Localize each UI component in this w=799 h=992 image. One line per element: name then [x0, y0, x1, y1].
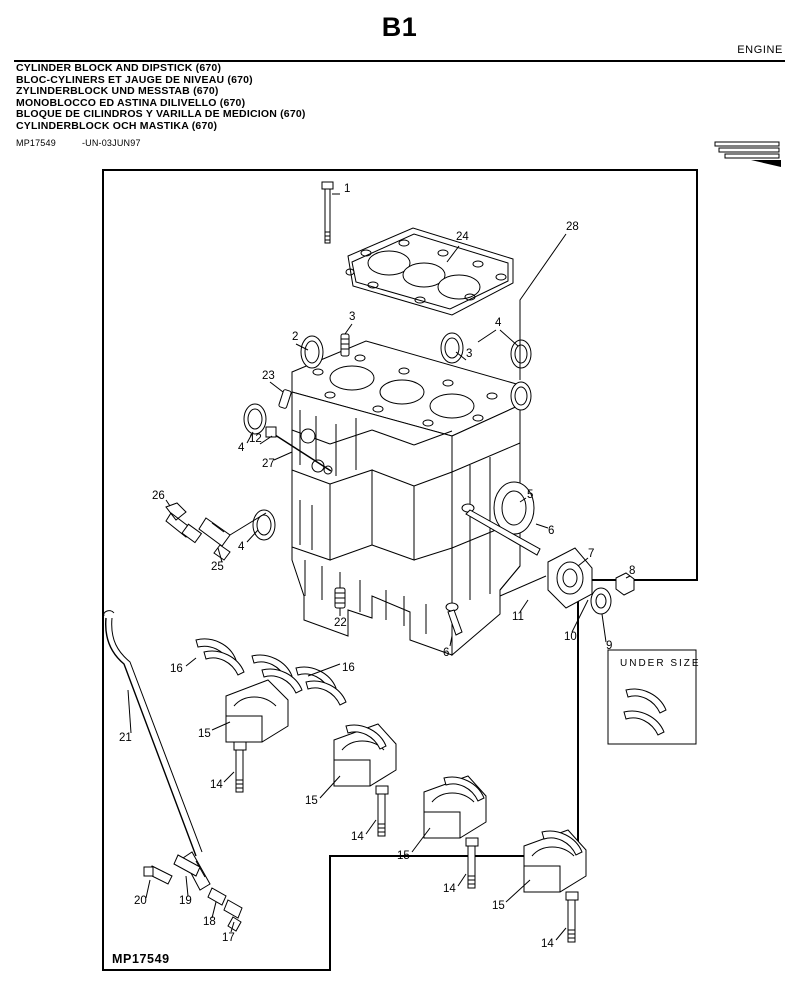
part-code-date: -UN-03JUN97: [81, 138, 141, 148]
callout-2: 2: [292, 331, 299, 343]
dowel-pin-part-3: [341, 334, 349, 356]
oil-pressure-switch-part-26: [166, 503, 201, 543]
callout-14-4: 14: [541, 938, 554, 950]
callout-6-upper: 6: [548, 525, 555, 537]
plug-part-22: [335, 588, 345, 608]
under-size-label: UNDER SIZE: [620, 658, 701, 669]
part-code: MP17549: [16, 138, 56, 148]
washer-part-9: [591, 588, 611, 614]
callout-3-top: 3: [349, 311, 356, 323]
callout-12: 12: [249, 433, 262, 445]
bearing-cap-part-15-1: [226, 680, 288, 792]
callout-7: 7: [588, 548, 595, 560]
callout-14-1: 14: [210, 779, 223, 791]
dipstick-part-21: [104, 611, 210, 890]
callout-3-mid: 3: [466, 348, 473, 360]
core-plug-part-4-left-top: [301, 336, 323, 368]
callout-21: 21: [119, 732, 132, 744]
callout-5: 5: [527, 489, 534, 501]
callout-4-lower: 4: [238, 541, 245, 553]
callout-23: 23: [262, 370, 275, 382]
callout-8: 8: [629, 565, 636, 577]
callout-14-3: 14: [443, 883, 456, 895]
title-sv: CYLINDERBLOCK OCH MASTIKA (670): [16, 119, 218, 132]
callout-18: 18: [203, 916, 216, 928]
callout-20: 20: [134, 895, 147, 907]
page-title: B1: [381, 12, 418, 42]
flange-part-7: [548, 548, 595, 608]
title-en: CYLINDER BLOCK AND DIPSTICK (670): [16, 62, 222, 74]
bearing-shell-part-16-f: [306, 681, 346, 705]
callout-9: 9: [606, 640, 613, 652]
callout-28: 28: [566, 221, 579, 233]
bearing-cap-part-15-2: [334, 724, 396, 836]
callout-14-2: 14: [351, 831, 364, 843]
callout-27: 27: [262, 458, 275, 470]
callout-10: 10: [564, 631, 577, 643]
cylinder-block-part-28: [292, 341, 534, 655]
callout-6-lower: 6: [443, 647, 450, 659]
callout-16-left: 16: [170, 663, 183, 675]
plug-part-18: [208, 888, 226, 905]
callout-16-right: 16: [342, 662, 355, 674]
core-plug-part-4-right: [511, 340, 531, 368]
fitting-part-25: [199, 518, 230, 560]
callout-19: 19: [179, 895, 192, 907]
callout-4-top: 4: [495, 317, 502, 329]
callout-15-3: 15: [397, 850, 410, 862]
callout-11: 11: [512, 611, 524, 623]
callout-17: 17: [222, 932, 235, 944]
title-de: ZYLINDERBLOCK UND MESSTAB (670): [16, 85, 219, 98]
bearing-shell-part-16-b: [204, 651, 244, 675]
core-plug-part-4-right-upper: [441, 333, 463, 363]
callout-15-2: 15: [305, 795, 318, 807]
head-gasket-part-24: [346, 228, 513, 315]
callout-1: 1: [344, 183, 351, 195]
callout-25: 25: [211, 561, 224, 573]
callout-15-4: 15: [492, 900, 505, 912]
pin-part-23: [278, 389, 291, 409]
callout-15-1: 15: [198, 728, 211, 740]
core-plug-part-4-right-lower: [511, 382, 531, 410]
callout-22: 22: [334, 617, 347, 629]
title-es: BLOQUE DE CILINDROS Y VARILLA DE MEDICION (670): [16, 108, 306, 121]
callout-4-left: 4: [238, 442, 245, 454]
under-size-inset: [608, 650, 701, 744]
callout-24: 24: [456, 231, 469, 243]
core-plug-part-4-left: [244, 404, 266, 434]
bolt-part-1: [322, 182, 333, 243]
title-it: MONOBLOCCO ED ASTINA DILIVELLO (670): [16, 96, 246, 109]
figure-code: MP17549: [112, 952, 170, 966]
section-label: ENGINE: [737, 44, 783, 56]
fitting-part-20: [144, 866, 172, 884]
title-fr: BLOC-CYLINERS ET JAUGE DE NIVEAU (670): [16, 73, 253, 86]
callout-26: 26: [152, 490, 165, 502]
